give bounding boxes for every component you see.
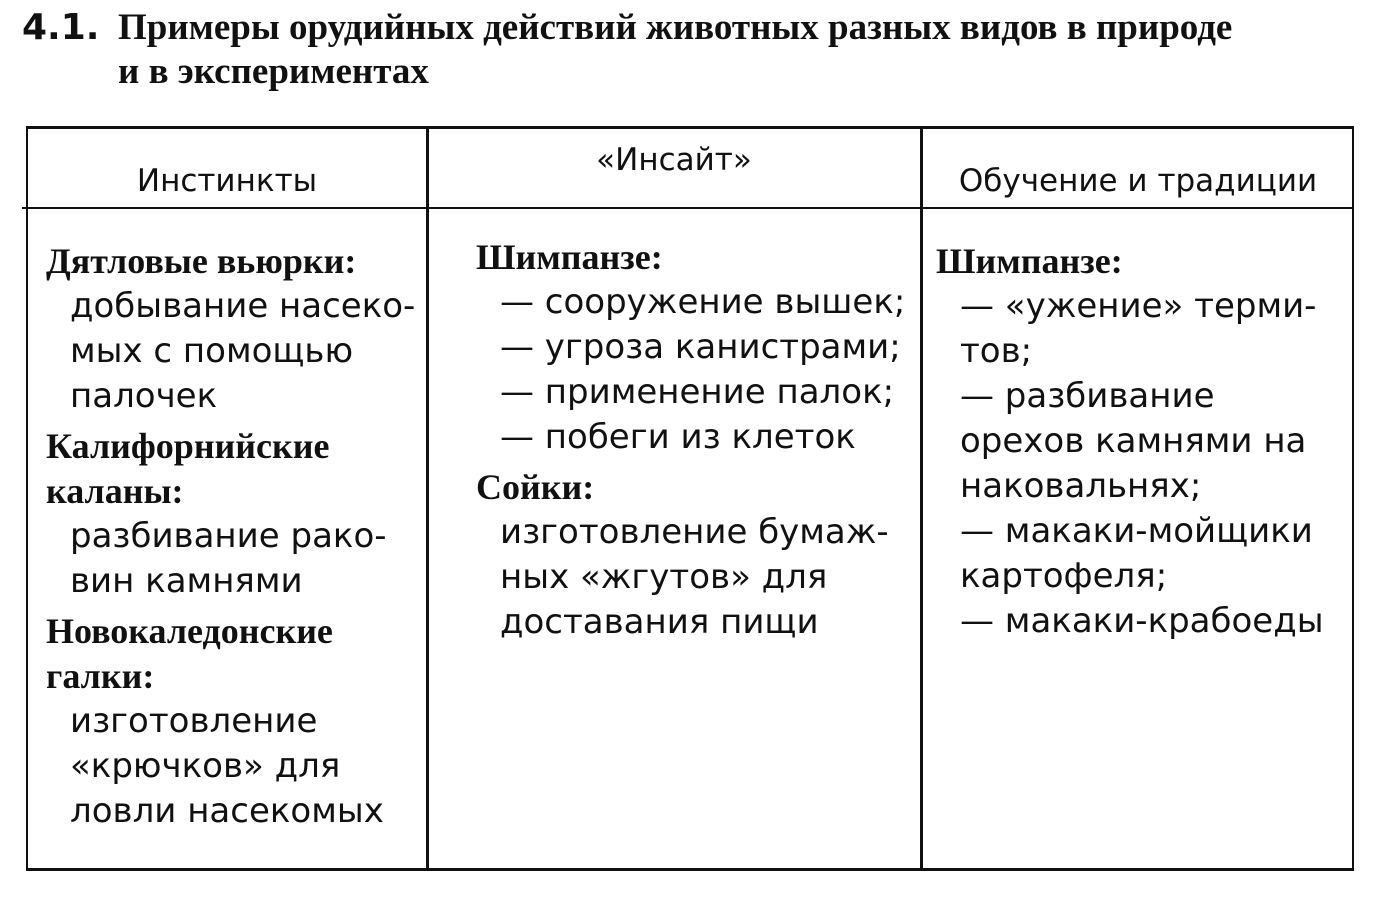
desc-line: ловли насекомых xyxy=(70,791,384,831)
header-divider xyxy=(22,207,1352,209)
animal-crows-line: галки: xyxy=(46,656,155,696)
desc-line: мых с помощью xyxy=(70,331,354,371)
animal-finches: Дятловые вьюрки: xyxy=(46,241,357,281)
desc-line: изготовление xyxy=(70,701,318,741)
header-learning: Обучение и традиции xyxy=(958,163,1318,199)
desc-line: палочек xyxy=(70,376,218,416)
animal-chimpanzee: Шимпанзе: xyxy=(936,241,1123,281)
desc-line: вин камнями xyxy=(70,561,303,601)
desc-line: ных «жгутов» для xyxy=(500,557,828,597)
desc-line: добывание насеко- xyxy=(70,286,416,326)
animal-jays: Сойки: xyxy=(476,467,595,507)
header-insight: «Инсайт» xyxy=(596,142,752,178)
title-line-1: Примеры орудийных действий животных разных видов в природе xyxy=(118,7,1233,48)
desc-line: — разбивание xyxy=(960,376,1215,416)
column-insight xyxy=(476,235,916,645)
desc-line: — макаки-крабоеды xyxy=(960,601,1324,641)
column-divider-2 xyxy=(920,129,923,868)
animal-crows-line: Новокаледонские xyxy=(46,611,333,651)
desc-line: — применение палок; xyxy=(500,372,895,412)
desc-line: — сооружение вышек; xyxy=(500,282,906,322)
title-line-2: и в экспериментах xyxy=(118,51,429,92)
figure-title xyxy=(22,6,1362,94)
desc-line: доставания пищи xyxy=(500,602,819,642)
animal-otters-line: каланы: xyxy=(46,471,184,511)
desc-line: наковальнях; xyxy=(960,466,1202,506)
desc-line: — «ужение» терми- xyxy=(960,286,1317,326)
column-divider-1 xyxy=(426,129,429,868)
desc-line: — побеги из клеток xyxy=(500,417,856,457)
header-instincts: Инстинкты xyxy=(136,163,318,199)
animal-chimpanzee: Шимпанзе: xyxy=(476,237,663,277)
animal-otters-line: Калифорнийские xyxy=(46,426,330,466)
desc-line: картофеля; xyxy=(960,556,1168,596)
desc-line: тов; xyxy=(960,331,1033,371)
figure-number: 4.1. xyxy=(22,7,100,48)
desc-line: орехов камнями на xyxy=(960,421,1307,461)
column-instincts xyxy=(46,239,424,834)
desc-line: — угроза канистрами; xyxy=(500,327,901,367)
desc-line: разбивание рако- xyxy=(70,516,387,556)
column-learning xyxy=(936,239,1352,644)
desc-line: «крючков» для xyxy=(70,746,341,786)
desc-line: — макаки-мойщики xyxy=(960,511,1313,551)
tools-table xyxy=(26,126,1354,871)
desc-line: изготовление бумаж- xyxy=(500,512,889,552)
